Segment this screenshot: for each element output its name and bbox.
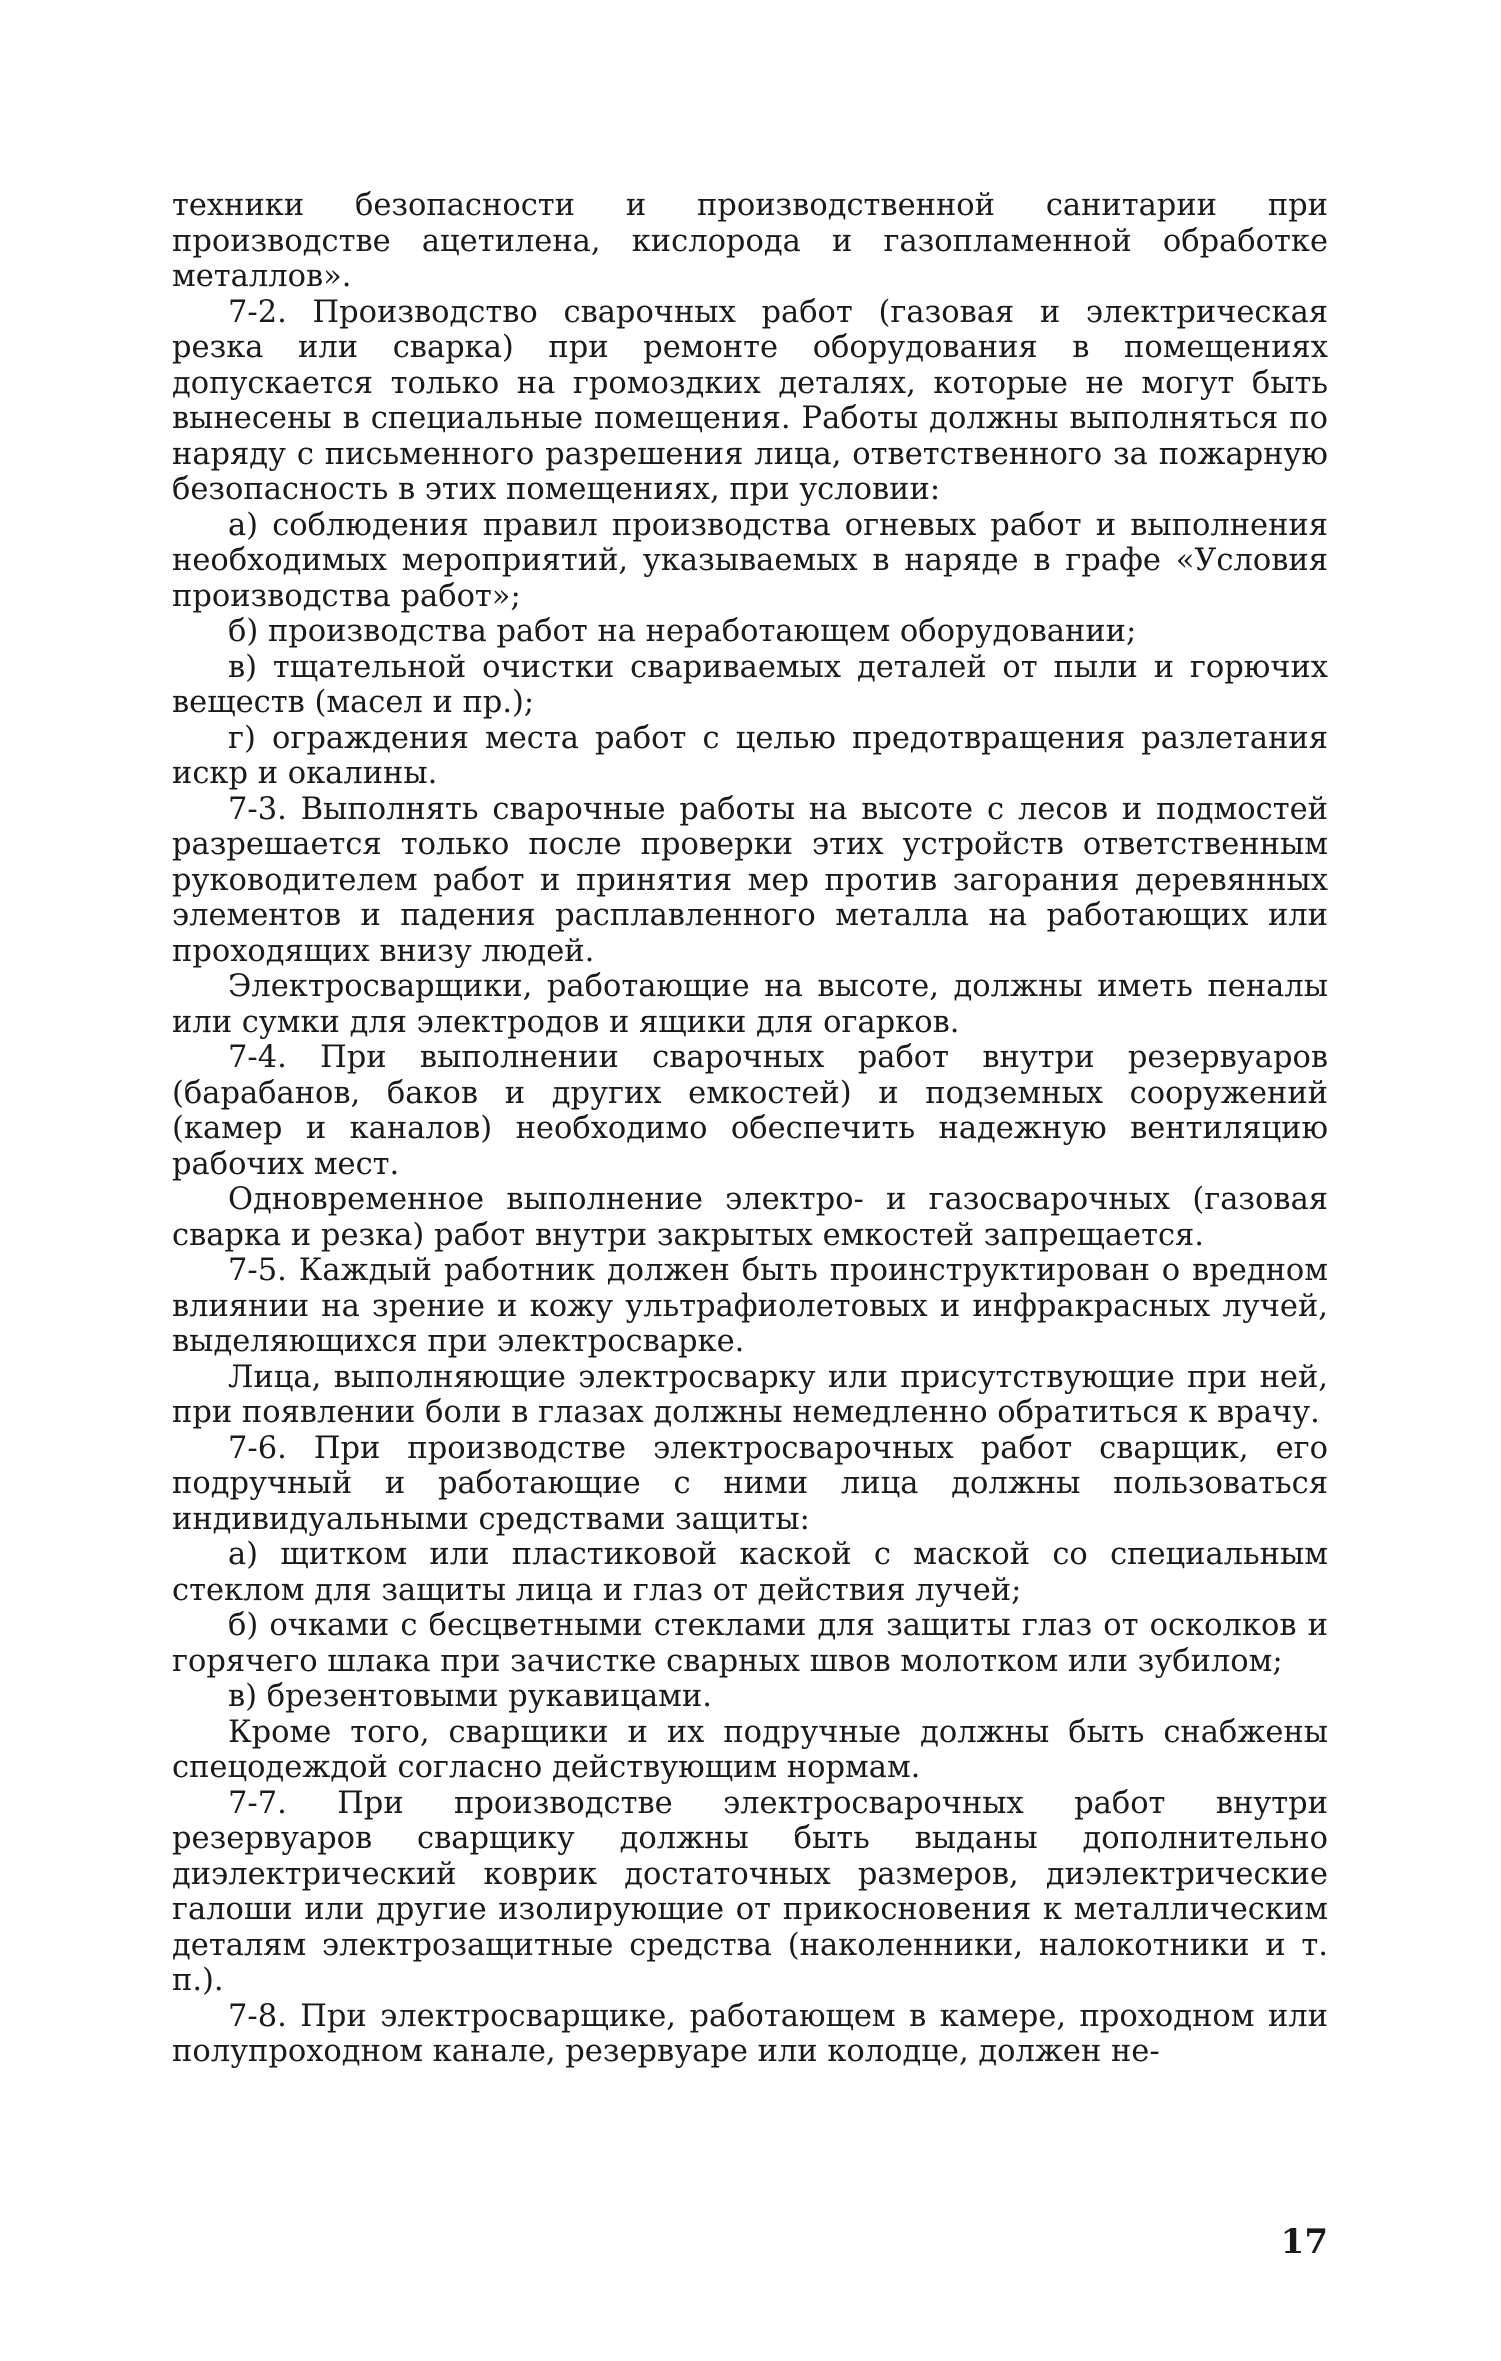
paragraph-electric-welders-height: Электросварщики, работающие на высоте, должны иметь пеналы или сумки для электродов и ящики для огарков. bbox=[172, 969, 1328, 1040]
paragraph-7-5: 7-5. Каждый работник должен быть проинструктирован о вредном влиянии на зрение и кожу ультрафиолетовых и инфракрасных лучей, выделяющихся при электросварке. bbox=[172, 1253, 1328, 1359]
document-page bbox=[172, 188, 1328, 2308]
list-item-goggles: б) очками с бесцветными стеклами для защиты глаз от осколков и горячего шлака при зачистке сварных швов молотком или зубилом; bbox=[172, 1608, 1328, 1679]
paragraph-eye-pain: Лица, выполняющие электросварку или присутствующие при ней, при появлении боли в глазах должны немедленно обратиться к врачу. bbox=[172, 1359, 1328, 1430]
list-item-b: б) производства работ на неработающем оборудовании; bbox=[228, 614, 1137, 649]
list-item-a: а) соблюдения правил производства огневых работ и выполнения необходимых мероприятий, указываемых в наряде в графе «Условия производства работ»; bbox=[172, 507, 1328, 614]
body-text bbox=[172, 188, 1328, 2070]
paragraph-continuation: техники безопасности и производственной санитарии при производстве ацетилена, кислорода и газопламенной обработке металлов». bbox=[172, 188, 1328, 294]
list-item-shield: а) щитком или пластиковой каской с маской со специальным стеклом для защиты лица и глаз от действия лучей; bbox=[172, 1537, 1328, 1608]
paragraph-7-4: 7-4. При выполнении сварочных работ внутри резервуаров (барабанов, баков и других емкостей) и подземных сооружений (камер и каналов) необходимо обеспечить надежную вентиляцию рабочих мест. bbox=[172, 1040, 1328, 1182]
paragraph-7-7: 7-7. При производстве электросварочных работ внутри резервуаров сварщику должны быть выданы дополнительно диэлектрический коврик достаточных размеров, диэлектрические галоши или другие изолирующие от прикосновения к металлическим деталям электрозащитные средства (наколенники, налокотники и т. п.). bbox=[172, 1785, 1328, 1998]
paragraph-7-6: 7-6. При производстве электросварочных работ сварщик, его подручный и работающие с ними лица должны пользоваться индивидуальными средствами защиты: bbox=[172, 1430, 1328, 1537]
paragraph-7-8: 7-8. При электросварщике, работающем в камере, проходном или полупроходном канале, резервуаре или колодце, должен не- bbox=[172, 1998, 1328, 2069]
paragraph-workwear: Кроме того, сварщики и их подручные должны быть снабжены спецодеждой согласно действующим нормам. bbox=[172, 1714, 1328, 1785]
list-item-g: г) ограждения места работ с целью предотвращения разлетания искр и окалины. bbox=[172, 720, 1328, 791]
paragraph-7-3: 7-3. Выполнять сварочные работы на высоте с лесов и подмостей разрешается только после проверки этих устройств ответственным руководителем работ и принятия мер против загорания деревянных элементов и падения расплавленного металла на работающих или проходящих внизу людей. bbox=[172, 791, 1328, 969]
list-item-v: в) тщательной очистки свариваемых деталей от пыли и горючих веществ (масел и пр.); bbox=[172, 649, 1328, 720]
page-number: 17 bbox=[1280, 2222, 1328, 2262]
paragraph-simultaneous-welding: Одновременное выполнение электро- и газосварочных (газовая сварка и резка) работ внутри закрытых емкостей запрещается. bbox=[172, 1182, 1328, 1253]
list-item-gloves: в) брезентовыми рукавицами. bbox=[228, 1679, 712, 1714]
paragraph-7-2: 7-2. Производство сварочных работ (газовая и электрическая резка или сварка) при ремонте оборудования в помещениях допускается только на громоздких деталях, которые не могут быть вынесены в специальные помещения. Работы должны выполняться по наряду с письменного разрешения лица, ответственного за пожарную безопасность в этих помещениях, при условии: bbox=[172, 294, 1328, 507]
